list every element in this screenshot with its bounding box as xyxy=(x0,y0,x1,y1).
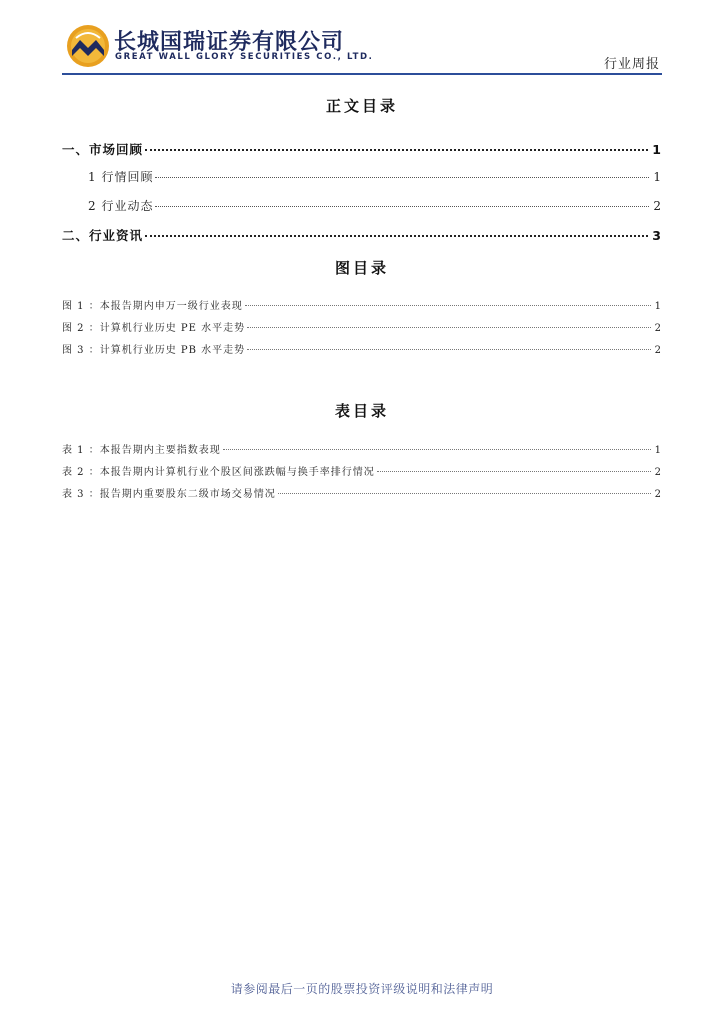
figure-entry[interactable] xyxy=(62,319,662,334)
toc-entry-label: 1 行情回顾 xyxy=(88,170,154,184)
toc-entry-page: 2 xyxy=(653,199,662,213)
toc-entry[interactable] xyxy=(62,226,662,244)
table-entry[interactable] xyxy=(62,463,662,478)
figure-entry-page: 2 xyxy=(654,323,662,334)
dot-leader xyxy=(245,305,651,306)
figure-entry-label: 图 1 ：本报告期内申万一级行业表现 xyxy=(62,301,243,312)
dot-leader xyxy=(145,235,648,237)
toc-entry[interactable] xyxy=(62,197,662,214)
footer-disclaimer: 请参阅最后一页的股票投资评级说明和法律声明 xyxy=(230,982,494,996)
figure-entry-label: 图 2 ：计算机行业历史 PE 水平走势 xyxy=(62,323,246,334)
dot-leader xyxy=(155,206,649,207)
dot-leader xyxy=(155,177,649,178)
toc-entry-label: 一、市场回顾 xyxy=(62,142,144,157)
table-entry-page: 2 xyxy=(654,489,662,500)
company-logo-icon xyxy=(66,24,110,68)
company-name-cn: 长城国瑞证券有限公司 xyxy=(114,30,345,55)
table-entry[interactable] xyxy=(62,485,662,500)
dot-leader xyxy=(223,449,651,450)
page-header xyxy=(62,22,662,74)
table-entry-page: 2 xyxy=(654,467,662,478)
dot-leader xyxy=(278,493,651,494)
header-divider xyxy=(62,73,662,75)
figure-entry[interactable] xyxy=(62,297,662,312)
table-entry-page: 1 xyxy=(654,445,662,456)
toc-entry-label: 2 行业动态 xyxy=(88,199,154,213)
dot-leader xyxy=(247,327,651,328)
toc-entry[interactable] xyxy=(62,168,662,185)
tables-toc-title: 表目录 xyxy=(334,402,389,420)
toc-entry[interactable] xyxy=(62,140,662,158)
dot-leader xyxy=(247,349,650,350)
figure-entry-page: 2 xyxy=(654,345,662,356)
table-entry-label: 表 3 ：报告期内重要股东二级市场交易情况 xyxy=(62,489,276,500)
toc-entry-page: 1 xyxy=(652,142,662,157)
figure-entry-page: 1 xyxy=(654,301,662,312)
dot-leader xyxy=(377,471,651,472)
figures-toc-title: 图目录 xyxy=(334,259,389,277)
toc-entry-page: 1 xyxy=(653,170,662,184)
dot-leader xyxy=(145,149,648,151)
figure-entry[interactable] xyxy=(62,341,662,356)
toc-entry-label: 二、行业资讯 xyxy=(62,228,144,243)
table-entry-label: 表 1 ：本报告期内主要指数表现 xyxy=(62,445,221,456)
company-name-en: GREAT WALL GLORY SECURITIES CO., LTD. xyxy=(115,52,374,62)
figure-entry-label: 图 3 ：计算机行业历史 PB 水平走势 xyxy=(62,345,246,356)
toc-entry-page: 3 xyxy=(652,228,662,243)
report-type-label: 行业周报 xyxy=(603,57,660,72)
table-entry-label: 表 2 ：本报告期内计算机行业个股区间涨跌幅与换手率排行情况 xyxy=(62,467,375,478)
table-entry[interactable] xyxy=(62,441,662,456)
toc-title: 正文目录 xyxy=(325,97,398,115)
